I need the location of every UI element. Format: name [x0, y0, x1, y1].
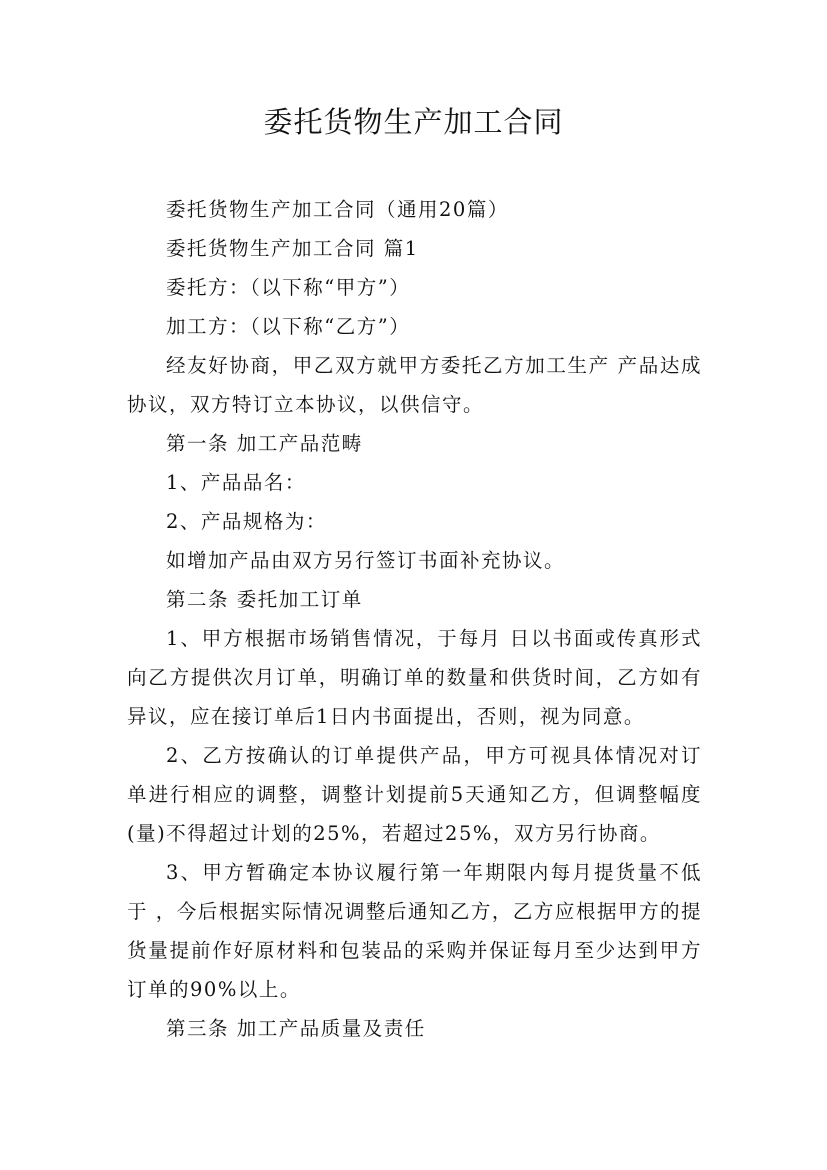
paragraph-article-1-item-1: 1、产品品名： — [166, 471, 306, 494]
paragraph-article-1-note: 如增加产品由双方另行签订书面补充协议。 — [166, 549, 566, 572]
paragraph-party-b: 加工方：（以下称“乙方”） — [166, 315, 411, 338]
paragraph-party-a: 委托方：（以下称“甲方”） — [166, 276, 411, 299]
paragraph-article-2-item-1: 1、甲方根据市场销售情况，于每月 日以书面或传真形式向乙方提供次月订单，明确订单的数量和供货时间，乙方如有异议，应在接订单后1日内书面提出，否则，视为同意。 — [127, 627, 702, 728]
paragraph-chapter-heading: 委托货物生产加工合同 篇1 — [166, 237, 419, 260]
document-title: 委托货物生产加工合同 — [263, 105, 564, 139]
paragraph-article-2-item-2: 2、乙方按确认的订单提供产品，甲方可视具体情况对订单进行相应的调整，调整计划提前5天通知乙方，但调整幅度(量)不得超过计划的25%，若超过25%，双方另行协商。 — [127, 744, 702, 845]
paragraph-article-2-heading: 第二条 委托加工订单 — [166, 588, 363, 611]
paragraph-article-1-item-2: 2、产品规格为： — [166, 510, 327, 533]
document-body — [127, 190, 702, 1048]
paragraph-article-2-item-3: 3、甲方暂确定本协议履行第一年期限内每月提货量不低于 ，今后根据实际情况调整后通知乙方，乙方应根据甲方的提货量提前作好原材料和包装品的采购并保证每月至少达到甲方订单的90%以上。 — [127, 861, 702, 1001]
paragraph-preamble: 经友好协商，甲乙双方就甲方委托乙方加工生产 产品达成协议，双方特订立本协议，以供信守。 — [127, 354, 702, 416]
paragraph-article-1-heading: 第一条 加工产品范畴 — [166, 432, 363, 455]
paragraph-article-3-heading: 第三条 加工产品质量及责任 — [166, 1017, 426, 1040]
paragraph-series-heading: 委托货物生产加工合同（通用20篇） — [166, 198, 509, 221]
